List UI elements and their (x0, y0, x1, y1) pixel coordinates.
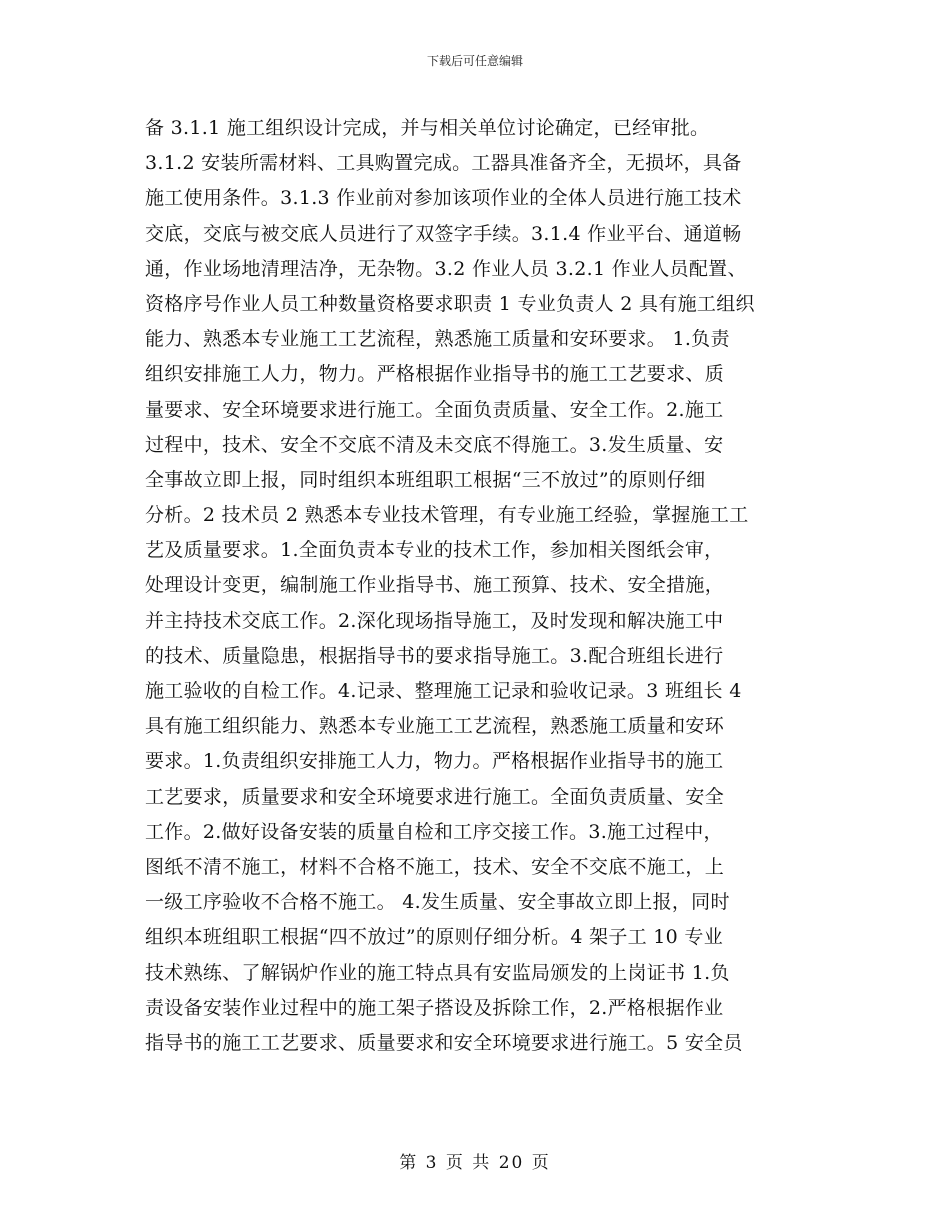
page-header: 下载后可任意编辑 (426, 54, 523, 68)
body-line: 交底，交底与被交底人员进行了双签字手续。3.1.4 作业平台、通道畅 (145, 222, 742, 245)
body-line: 施工验收的自检工作。4.记录、整理施工记录和验收记录。3 班组长 4 (145, 680, 742, 702)
body-line: 指导书的施工工艺要求、质量要求和安全环境要求进行施工。5 安全员 (145, 1031, 743, 1054)
body-line: 备 3.1.1 施工组织设计完成，并与相关单位讨论确定，已经审批。 (145, 117, 710, 139)
body-line: 具有施工组织能力、熟悉本专业施工工艺流程，熟悉施工质量和安环 (145, 715, 725, 738)
body-line: 的技术、质量隐患，根据指导书的要求指导施工。3.配合班组长进行 (145, 644, 724, 667)
body-line: 过程中，技术、安全不交底不清及未交底不得施工。3.发生质量、安 (145, 433, 724, 456)
body-line: 技术熟练、了解锅炉作业的施工特点具有安监局颁发的上岗证书 1.负 (145, 961, 730, 984)
body-line: 图纸不清不施工，材料不合格不施工，技术、安全不交底不施工，上 (145, 855, 725, 878)
page-footer: 第 3 页 共 20 页 (399, 1153, 551, 1173)
body-line: 工作。2.做好设备安装的质量自检和工序交接工作。3.施工过程中， (145, 820, 723, 843)
body-line: 全事故立即上报，同时组织本班组职工根据“三不放过”的原则仔细 (145, 468, 706, 491)
body-line: 通，作业场地清理洁净，无杂物。3.2 作业人员 3.2.1 作业人员配置、 (145, 257, 747, 280)
body-line: 资格序号作业人员工种数量资格要求职责 1 专业负责人 2 具有施工组织 (145, 292, 755, 315)
body-line: 3.1.2 安装所需材料、工具购置完成。工器具准备齐全，无损坏，具备 (145, 152, 742, 175)
body-line: 组织本班组职工根据“四不放过”的原则仔细分析。4 架子工 10 专业 (145, 926, 724, 949)
body-line: 一级工序验收不合格不施工。 4.发生质量、安全事故立即上报，同时 (145, 891, 730, 914)
body-line: 并主持技术交底工作。2.深化现场指导施工，及时发现和解决施工中 (145, 609, 724, 632)
body-line: 责设备安装作业过程中的施工架子搭设及拆除工作，2.严格根据作业 (145, 996, 724, 1019)
document-body (145, 111, 815, 1061)
body-line: 能力、熟悉本专业施工工艺流程，熟悉施工质量和安环要求。 1.负责 (145, 328, 730, 351)
body-line: 工艺要求，质量要求和安全环境要求进行施工。全面负责质量、安全 (145, 785, 725, 808)
body-line: 艺及质量要求。1.全面负责本专业的技术工作，参加相关图纸会审， (145, 539, 724, 562)
body-line: 组织安排施工人力，物力。严格根据作业指导书的施工工艺要求、质 (145, 363, 725, 386)
body-line: 分析。2 技术员 2 熟悉本专业技术管理，有专业施工经验，掌握施工工 (145, 504, 749, 527)
body-line: 施工使用条件。3.1.3 作业前对参加该项作业的全体人员进行施工技术 (145, 187, 742, 210)
body-line: 要求。1.负责组织安排施工人力，物力。严格根据作业指导书的施工 (145, 750, 724, 773)
body-line: 量要求、安全环境要求进行施工。全面负责质量、安全工作。2.施工 (145, 398, 724, 421)
body-line: 处理设计变更，编制施工作业指导书、施工预算、技术、安全措施， (145, 574, 725, 597)
